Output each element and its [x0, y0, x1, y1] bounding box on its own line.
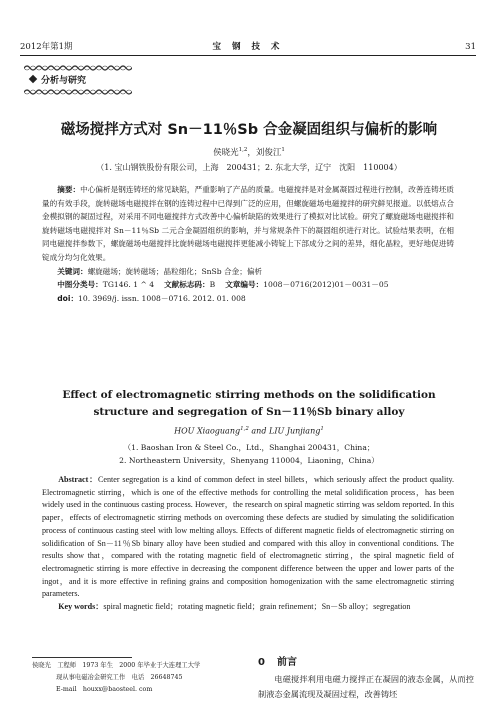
wave-ornament-icon [24, 64, 132, 72]
chinese-abstract-block [42, 183, 454, 305]
introduction-text: 电磁搅拌利用电磁力搅拌正在凝固的液态金属，从而控制液态金属流现及凝固过程，改善铸坯 [258, 674, 474, 699]
running-header [20, 40, 476, 54]
classification-line: 中图分类号：TG146. 1 ^ 4 文献标志码：B 文章编号：1008－0716(2012)01－0031－05 [57, 280, 389, 290]
page-number: 31 [465, 42, 476, 52]
chinese-authors: 侯晓光$^{1,2}$，刘俊江$^1$ [213, 147, 285, 158]
issue-label: 2012年第1期 [20, 42, 73, 52]
chinese-title: 磁场搅拌方式对 Sn－11％Sb 合金凝固组织与偏析的影响 [60, 122, 438, 138]
english-abstract: Abstract：Center segregation is a kind of common defect in steel billets，which seriously affect the product quality. Electromagnetic stirring，which is one of the effective methods for controlling the metal solidification process，has been widely used in the continuous casting process. However，the research on spiral magnetic stirring was seldom reported. In this paper，effects of electromagnetic stirring methods on overcoming these defects are studied by simulating the solidification process of continuous casting steel with low melting alloys. Effects of different magnetic fields of electromagnetic stirring on solidification of Sn－11％Sb binary alloy have been studied and compared with this alloy in conventional conditions. The results show that，compared with the rotating magnetic field of electromagnetic stirring，the spiral magnetic field of electromagnetic stirring is more effective in decreasing the component difference between the upper and lower parts of the ingot，and it is more effective in refining grains and composition homogenization with the same electromagnetic stirring parameters. [42, 475, 454, 599]
english-affiliation: （1. Baoshan Iron & Steel Co.，Ltd.，Shanghai 200431，China； 2. Northeastern University，Shenyang 110004，Liaoning，China） [119, 443, 379, 465]
journal-name: 宝 钢 技 术 [212, 42, 284, 52]
author-footnote: 侯晓光 工程师 1973 年生 2000 年毕业于大连理工大学 现从事电磁冶金研究工作 电话 26648745 E-mail houxx@baosteel. com [32, 662, 201, 693]
section-banner-label: 分析与研究 [28, 73, 86, 86]
chinese-affiliation: （1. 宝山钢铁股份有限公司，上海 200431；2. 东北大学，辽宁 沈阳 110004） [96, 163, 402, 172]
english-abstract-block [42, 474, 454, 614]
header-rule [20, 55, 476, 56]
introduction-heading: 0 前言 [258, 657, 297, 668]
section-banner [24, 64, 132, 98]
english-keywords: Key words：spiral magnetic field；rotating magnetic field；grain refinement；Sn－Sb alloy；segregation [58, 602, 411, 612]
english-authors: HOU Xiaoguang$^{1,2}$ and LIU Junjiang$^1$ [174, 426, 324, 436]
doi-line: doi：10. 3969/j. issn. 1008－0716. 2012. 01. 008 [57, 293, 246, 303]
english-title: Effect of electromagnetic stirring methods on the solidification structure and segregation of Sn－11％Sb binary alloy [62, 389, 436, 418]
footnote-rule [32, 657, 132, 658]
chinese-abstract: 摘要：中心偏析是钢连铸坯的常见缺陷，严重影响了产品的质量。电磁搅拌是对金属凝固过程进行控制，改善连铸坯质量的有效手段，旋转磁场电磁搅拌在钢的连铸过程中已得到广泛的应用，但螺旋磁场电磁搅拌的研究鲜见报道。以低熔点合金模拟钢的凝固过程，对采用不同电磁搅拌方式改善中心偏析缺陷的效果进行了模拟对比试验。研究了螺旋磁场电磁搅拌和旋转磁场电磁搅拌对 Sn－11％Sb 二元合金凝固组织的影响，并与常规条件下的凝固组织进行对比。试验结果表明，在相同电磁搅拌参数下，螺旋磁场电磁搅拌比旋转磁场电磁搅拌更能减小铸锭上下部成分之间的差异，细化晶粒，更好地促进铸锭成分均匀化效果。 [42, 185, 455, 262]
wave-ornament-icon [24, 88, 132, 96]
diamond-icon [29, 75, 37, 83]
chinese-keywords: 关键词：螺旋磁场；旋转磁场；晶粒细化；SnSb 合金；偏析 [57, 266, 263, 276]
